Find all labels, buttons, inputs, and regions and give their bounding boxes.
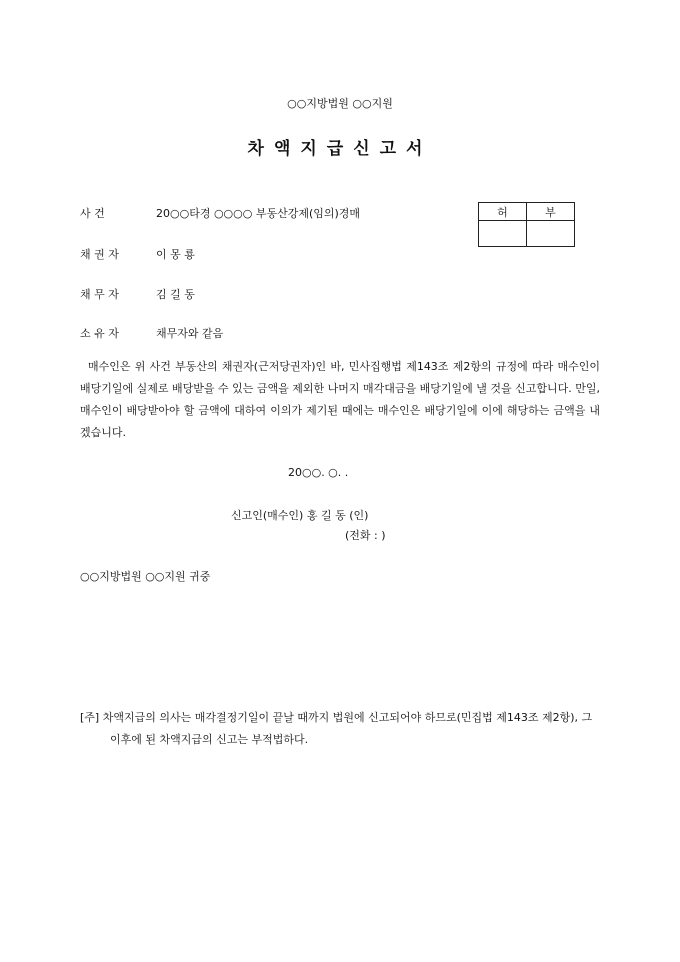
approve-header: 허 [479, 203, 527, 221]
addressee: ○○지방법원 ○○지원 귀중 [80, 570, 211, 583]
debtor-label: 채 무 자 [80, 288, 119, 301]
case-value: 20○○타경 ○○○○ 부동산강제(임의)경매 [156, 207, 361, 220]
creditor-label: 채 권 자 [80, 248, 119, 261]
case-label: 사 건 [80, 207, 105, 220]
creditor-value: 이 몽 룡 [156, 248, 195, 261]
body-paragraph: 매수인은 위 사건 부동산의 채권자(근저당권자)인 바, 민사집행법 제143조 제2항의 규정에 따라 매수인이 배당기일에 실제로 배당받을 수 있는 금액을 제외한 나머지 매각대금을 배당기일에 낼 것을 신고합니다. 만일, 매수인이 배당받아야 할 금액에 대하여 이의가 제기된 때에는 매수인은 배당기일에 이에 해당하는 금액을 내겠습니다. [80, 360, 600, 439]
reject-cell [527, 221, 575, 247]
declarant-line: 신고인(매수인) 홍 길 동 (인) [231, 509, 369, 522]
date-line: 20○○. ○. . [288, 466, 349, 479]
approval-box [478, 202, 575, 247]
debtor-value: 김 길 동 [156, 288, 195, 301]
approve-cell [479, 221, 527, 247]
phone-line: (전화 : ) [345, 529, 386, 542]
reject-header: 부 [527, 203, 575, 221]
document-title: 차액지급신고서 [247, 139, 433, 159]
footnote: [주] 차액지급의 의사는 매각결정기일이 끝날 때까지 법원에 신고되어야 하므로(민집법 제143조 제2항), 그 이후에 된 차액지급의 신고는 부적법하다. [80, 711, 593, 746]
court-header: ○○지방법원 ○○지원 [287, 97, 393, 110]
owner-label: 소 유 자 [80, 327, 119, 340]
owner-value: 채무자와 같음 [156, 327, 224, 340]
